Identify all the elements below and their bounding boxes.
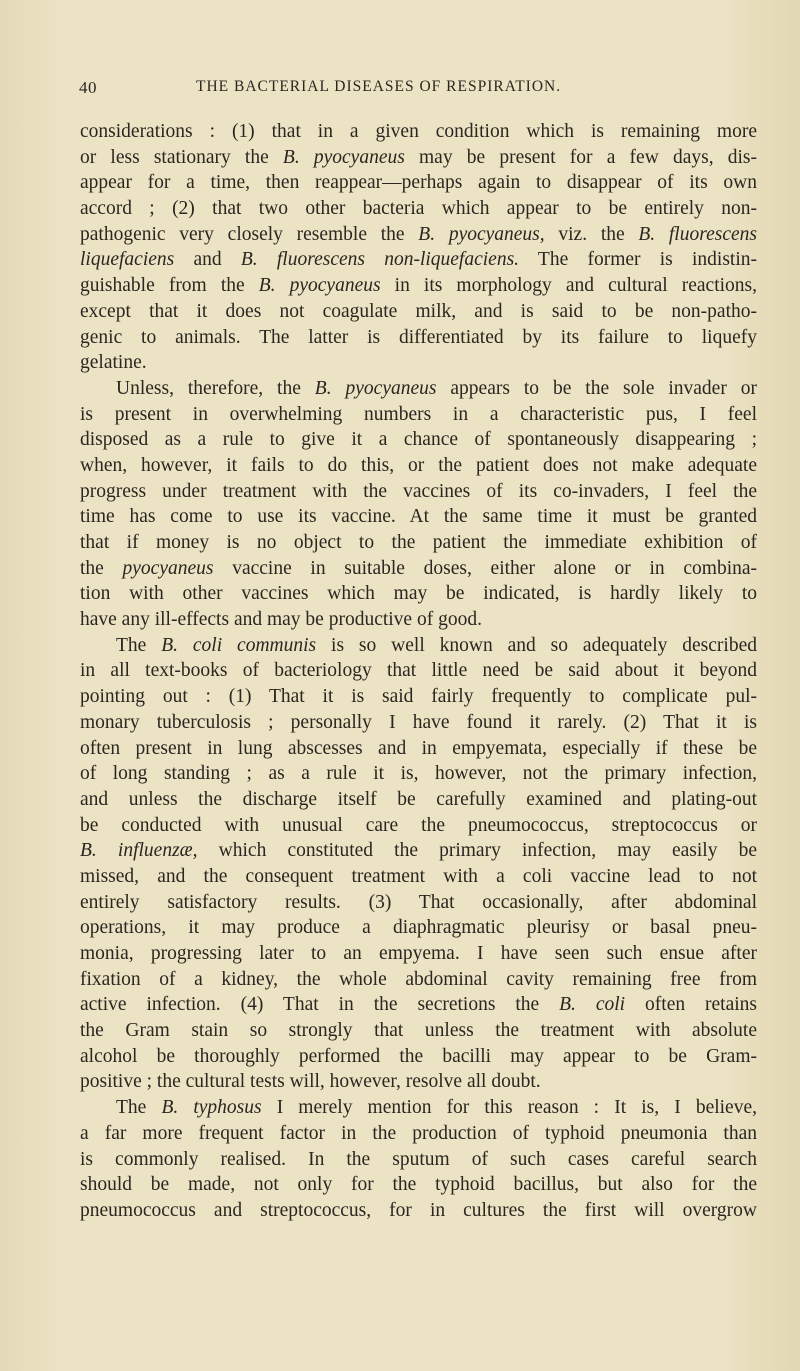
- italic-text: B. pyocyaneus: [282, 146, 405, 168]
- italic-text: B. coli communis: [161, 634, 317, 656]
- text-segment: fixation of a kidney, the whole abdominal cavity remaining free from: [80, 968, 757, 990]
- text-line: [80, 633, 757, 659]
- text-line: [80, 479, 757, 505]
- italic-text: B. coli: [559, 994, 626, 1016]
- text-line: [80, 325, 757, 351]
- text-segment: of long standing ; as a rule it is, however, not the primary infection,: [80, 763, 757, 785]
- text-line: [80, 247, 757, 273]
- text-segment: disposed as a rule to give it a chance of spontaneously disappearing ;: [80, 429, 757, 451]
- text-segment: have any ill-effects and may be productive of good.: [80, 609, 482, 631]
- text-line: [80, 504, 757, 530]
- text-segment: The: [116, 1097, 162, 1119]
- text-segment: monary tuberculosis ; personally I have found it rarely. (2) That it is: [80, 711, 757, 733]
- body-text: [80, 119, 757, 1224]
- text-line: [80, 684, 757, 710]
- text-segment: be conducted with unusual care the pneumococcus, streptococcus or: [80, 814, 757, 836]
- text-segment: is so well known and so adequately described: [316, 634, 757, 656]
- text-segment: and: [174, 249, 241, 271]
- text-segment: often retains: [625, 994, 757, 1016]
- text-line: [80, 838, 757, 864]
- text-line: [80, 556, 757, 582]
- text-line: [80, 967, 757, 993]
- text-segment: alcohol be thoroughly performed the bacilli may appear to be Gram-: [80, 1045, 757, 1067]
- italic-text: pyocyaneus: [122, 557, 214, 579]
- text-line: [80, 1044, 757, 1070]
- text-segment: pathogenic very closely resemble the: [80, 223, 419, 245]
- text-line: [80, 1121, 757, 1147]
- text-segment: when, however, it fails to do this, or the patient does not make adequate: [80, 454, 757, 476]
- text-segment: pneumococcus and streptococcus, for in cultures the first will overgrow: [80, 1199, 757, 1221]
- text-segment: guishable from the: [80, 275, 259, 297]
- text-segment: vaccine in suitable doses, either alone or in combina-: [213, 557, 757, 579]
- text-line: [80, 607, 757, 633]
- text-segment: the: [80, 557, 123, 579]
- text-segment: or less stationary the: [80, 146, 283, 168]
- text-segment: The former is indistin-: [519, 249, 757, 271]
- text-segment: which constituted the primary infection, may easily be: [197, 840, 757, 862]
- text-segment: active infection. (4) That in the secretions the: [80, 994, 560, 1016]
- text-line: [80, 890, 757, 916]
- italic-text: B. pyocyaneus: [314, 377, 437, 399]
- text-line: [80, 1018, 757, 1044]
- text-segment: appears to be the sole invader or: [436, 377, 757, 399]
- text-line: [80, 736, 757, 762]
- text-line: [80, 941, 757, 967]
- text-segment: operations, it may produce a diaphragmatic pleurisy or basal pneu-: [80, 917, 757, 939]
- italic-text: B. fluorescens non-liquefaciens.: [240, 249, 520, 271]
- text-segment: positive ; the cultural tests will, however, resolve all doubt.: [80, 1071, 541, 1093]
- text-line: [80, 761, 757, 787]
- text-segment: entirely satisfactory results. (3) That occasionally, after abdominal: [80, 891, 757, 913]
- text-segment: Unless, therefore, the: [116, 377, 315, 399]
- text-segment: viz. the: [544, 223, 639, 245]
- text-segment: is present in overwhelming numbers in a characteristic pus, I feel: [80, 403, 757, 425]
- text-segment: may be present for a few days, dis-: [404, 146, 757, 168]
- italic-text: B. pyocyaneus,: [418, 223, 545, 245]
- text-segment: often present in lung abscesses and in empyemata, especially if these be: [80, 737, 757, 759]
- text-segment: that if money is no object to the patient the immediate exhibition of: [80, 532, 757, 553]
- text-segment: pointing out : (1) That it is said fairly frequently to complicate pul-: [80, 686, 757, 708]
- text-line: [80, 1147, 757, 1173]
- text-line: [80, 787, 757, 813]
- page-header: [79, 78, 639, 102]
- text-line: [80, 350, 757, 376]
- running-title: THE BACTERIAL DISEASES OF RESPIRATION.: [196, 78, 562, 95]
- text-line: [80, 222, 757, 248]
- text-line: [80, 530, 757, 556]
- text-line: [80, 581, 757, 607]
- text-line: [80, 299, 757, 325]
- text-segment: appear for a time, then reappear—perhaps again to disappear of its own: [80, 172, 757, 194]
- text-line: [80, 992, 757, 1018]
- text-segment: is commonly realised. In the sputum of such cases careful search: [80, 1148, 757, 1170]
- text-line: [80, 196, 757, 222]
- text-line: [80, 1172, 757, 1198]
- italic-text: B. influenzæ,: [80, 840, 198, 862]
- text-segment: except that it does not coagulate milk, and is said to be non-patho-: [80, 300, 757, 322]
- text-line: [80, 658, 757, 684]
- text-segment: tion with other vaccines which may be indicated, is hardly likely to: [80, 583, 757, 605]
- text-line: [80, 170, 757, 196]
- text-segment: The: [116, 634, 162, 656]
- text-line: [80, 402, 757, 428]
- text-line: [80, 273, 757, 299]
- text-line: [80, 915, 757, 941]
- text-line: [80, 1198, 757, 1224]
- text-line: [80, 1069, 757, 1095]
- text-line: [80, 145, 757, 171]
- text-line: [80, 864, 757, 890]
- text-segment: accord ; (2) that two other bacteria which appear to be entirely non-: [80, 198, 757, 220]
- text-segment: genic to animals. The latter is differentiated by its failure to liquefy: [80, 326, 757, 348]
- text-segment: missed, and the consequent treatment with a coli vaccine lead to not: [80, 865, 757, 887]
- page-number: 40: [79, 78, 97, 97]
- text-segment: monia, progressing later to an empyema. I have seen such ensue after: [80, 943, 757, 964]
- text-segment: the Gram stain so strongly that unless the treatment with absolute: [80, 1020, 757, 1042]
- text-segment: should be made, not only for the typhoid bacillus, but also for the: [80, 1174, 757, 1196]
- italic-text: B. fluorescens: [638, 223, 757, 245]
- text-line: [80, 1095, 757, 1121]
- text-line: [80, 376, 757, 402]
- text-segment: and unless the discharge itself be carefully examined and plating-out: [80, 788, 757, 810]
- italic-text: B. typhosus: [161, 1097, 262, 1119]
- text-line: [80, 119, 757, 145]
- text-line: [80, 710, 757, 736]
- text-segment: gelatine.: [80, 352, 147, 374]
- text-segment: progress under treatment with the vaccines of its co-invaders, I feel the: [80, 480, 757, 502]
- text-line: [80, 453, 757, 479]
- text-segment: considerations : (1) that in a given condition which is remaining more: [80, 121, 757, 142]
- italic-text: B. pyocyaneus: [258, 275, 381, 297]
- text-segment: in its morphology and cultural reactions,: [380, 275, 757, 297]
- text-segment: time has come to use its vaccine. At the same time it must be granted: [80, 506, 757, 528]
- text-segment: in all text-books of bacteriology that little need be said about it beyond: [80, 660, 757, 682]
- text-segment: a far more frequent factor in the production of typhoid pneumonia than: [80, 1122, 757, 1144]
- italic-text: liquefaciens: [80, 249, 175, 271]
- text-line: [80, 427, 757, 453]
- text-line: [80, 813, 757, 839]
- text-segment: I merely mention for this reason : It is, I believe,: [261, 1097, 757, 1119]
